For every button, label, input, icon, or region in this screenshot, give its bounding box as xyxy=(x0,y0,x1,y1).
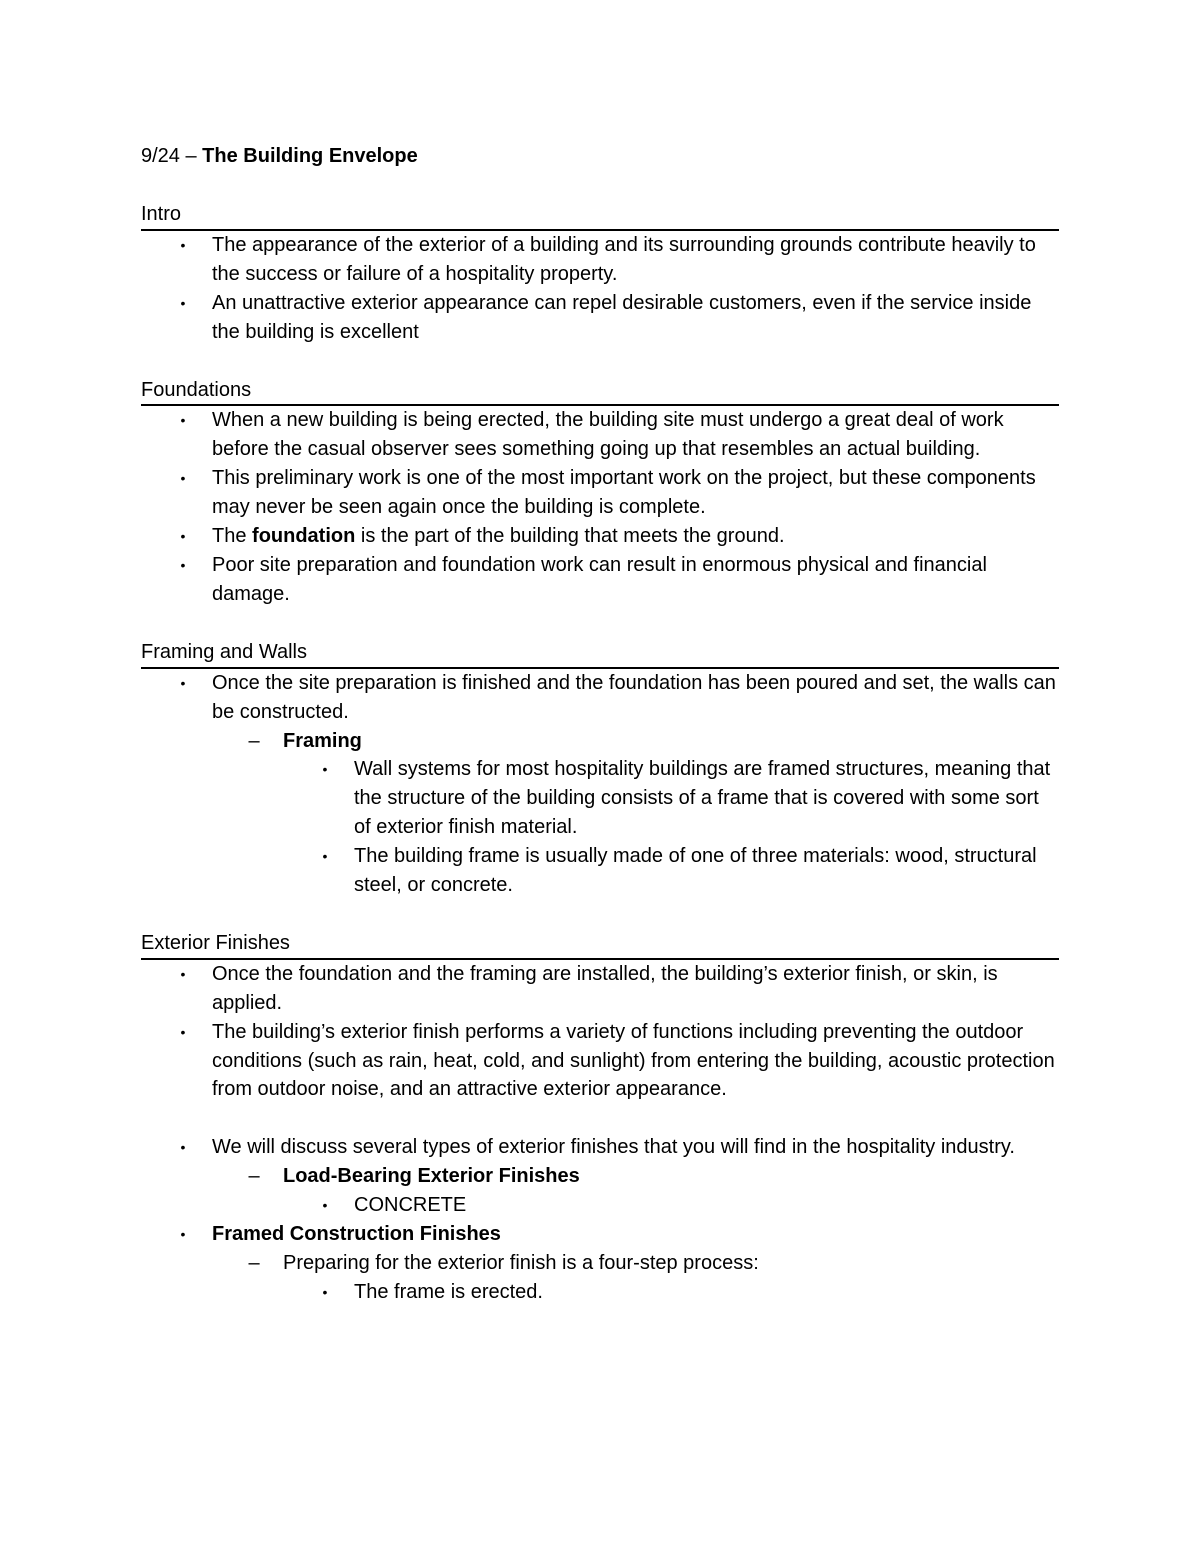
section-intro xyxy=(141,200,1059,347)
list-item-text: The frame is erected. xyxy=(354,1280,543,1303)
list-item xyxy=(141,522,1059,551)
list-item-text: Poor site preparation and foundation work can result in enormous physical and financial damage. xyxy=(212,553,987,605)
framed-steps-list xyxy=(283,1278,1059,1307)
foundations-list xyxy=(141,406,1059,608)
sub-heading-load-bearing: Load-Bearing Exterior Finishes xyxy=(283,1165,580,1188)
framed-sublist xyxy=(212,1249,1059,1307)
detail-list-item xyxy=(283,842,1059,900)
bullet-icon: • xyxy=(180,1139,186,1156)
bullet-icon: • xyxy=(180,1226,186,1243)
bullet-icon: • xyxy=(180,556,186,573)
section-foundations xyxy=(141,376,1059,609)
list-item xyxy=(141,551,1059,609)
bullet-icon: • xyxy=(180,236,186,253)
list-item-text: Preparing for the exterior finish is a four-step process: xyxy=(283,1252,759,1274)
list-item-text: Wall systems for most hospitality buildings are framed structures, meaning that the structure of the building consists of a frame that is covered with some sort of exterior finish material. xyxy=(354,758,1051,839)
dash-icon: – xyxy=(248,729,260,752)
exterior-types-list xyxy=(141,1133,1059,1306)
list-item xyxy=(141,289,1059,347)
section-framing xyxy=(141,638,1059,900)
bullet-icon: • xyxy=(180,674,186,691)
list-item-text: An unattractive exterior appearance can repel desirable customers, even if the service inside the building is excellent xyxy=(212,291,1032,343)
list-item xyxy=(141,1018,1059,1105)
bullet-icon: • xyxy=(180,470,186,487)
list-item-text: Once the site preparation is finished and the foundation has been poured and set, the walls can be constructed. xyxy=(212,671,1056,723)
list-item xyxy=(141,406,1059,464)
detail-list-item xyxy=(283,1278,1059,1307)
bullet-icon: • xyxy=(322,848,328,865)
dash-icon: – xyxy=(248,1252,260,1274)
section-heading-intro: Intro xyxy=(141,200,1059,231)
list-item xyxy=(141,231,1059,289)
bullet-icon: • xyxy=(322,1197,328,1214)
bullet-icon: • xyxy=(180,294,186,311)
document-content xyxy=(141,142,1059,1307)
title-date: 9/24 – xyxy=(141,145,203,167)
bullet-icon: • xyxy=(180,412,186,429)
list-item-text: CONCRETE xyxy=(354,1194,467,1217)
section-exterior-finishes xyxy=(141,929,1059,1307)
page-title xyxy=(141,142,1059,171)
bullet-icon: • xyxy=(322,761,328,778)
list-item xyxy=(141,1220,1059,1307)
section-heading-foundations: Foundations xyxy=(141,376,1059,407)
sub-list-item xyxy=(212,727,1059,900)
list-item-text-after: is the part of the building that meets the ground. xyxy=(355,525,785,548)
section-heading-exterior: Exterior Finishes xyxy=(141,929,1059,960)
list-item-text: When a new building is being erected, the building site must undergo a great deal of work before the casual observer sees something going up that resembles an actual building. xyxy=(212,409,1004,461)
intro-list xyxy=(141,231,1059,347)
detail-list-item xyxy=(283,1191,1059,1220)
bullet-icon: • xyxy=(322,1283,328,1300)
framing-details-list xyxy=(283,755,1059,900)
list-item-text: Once the foundation and the framing are installed, the building’s exterior finish, or skin, is applied. xyxy=(212,962,998,1014)
sub-heading-framing: Framing xyxy=(283,729,362,752)
term-foundation: foundation xyxy=(252,525,356,548)
list-item xyxy=(141,960,1059,1018)
dash-icon: – xyxy=(248,1165,260,1188)
load-bearing-items xyxy=(283,1191,1059,1220)
list-item-text: We will discuss several types of exterior finishes that you will find in the hospitality industry. xyxy=(212,1136,1015,1159)
title-text: The Building Envelope xyxy=(202,145,418,167)
framed-construction-heading: Framed Construction Finishes xyxy=(212,1223,501,1246)
sub-list-item xyxy=(212,1162,1059,1220)
list-item-text: This preliminary work is one of the most important work on the project, but these components may never be seen again once the building is complete. xyxy=(212,467,1036,519)
exterior-list xyxy=(141,960,1059,1105)
bullet-icon: • xyxy=(180,965,186,982)
list-item-text-before: The xyxy=(212,525,253,548)
blank-line xyxy=(141,1104,1059,1133)
list-item-text: The building frame is usually made of one of three materials: wood, structural steel, or concrete. xyxy=(354,845,1037,897)
list-item xyxy=(141,1133,1059,1220)
list-item xyxy=(141,464,1059,522)
framing-list xyxy=(141,669,1059,900)
list-item-text: The appearance of the exterior of a building and its surrounding grounds contribute heavily to the success or failure of a hospitality property. xyxy=(212,233,1036,285)
section-heading-framing: Framing and Walls xyxy=(141,638,1059,669)
bullet-icon: • xyxy=(180,1023,186,1040)
list-item-text: The building’s exterior finish performs a variety of functions including preventing the outdoor conditions (such as rain, heat, cold, and sunlight) from entering the building, acoustic protection from outdoor noise, and an attractive exterior appearance. xyxy=(212,1020,1055,1101)
framing-sublist xyxy=(212,727,1059,900)
sub-list-item xyxy=(212,1249,1059,1307)
list-item xyxy=(141,669,1059,900)
detail-list-item xyxy=(283,755,1059,842)
bullet-icon: • xyxy=(180,528,186,545)
load-bearing-sublist xyxy=(212,1162,1059,1220)
